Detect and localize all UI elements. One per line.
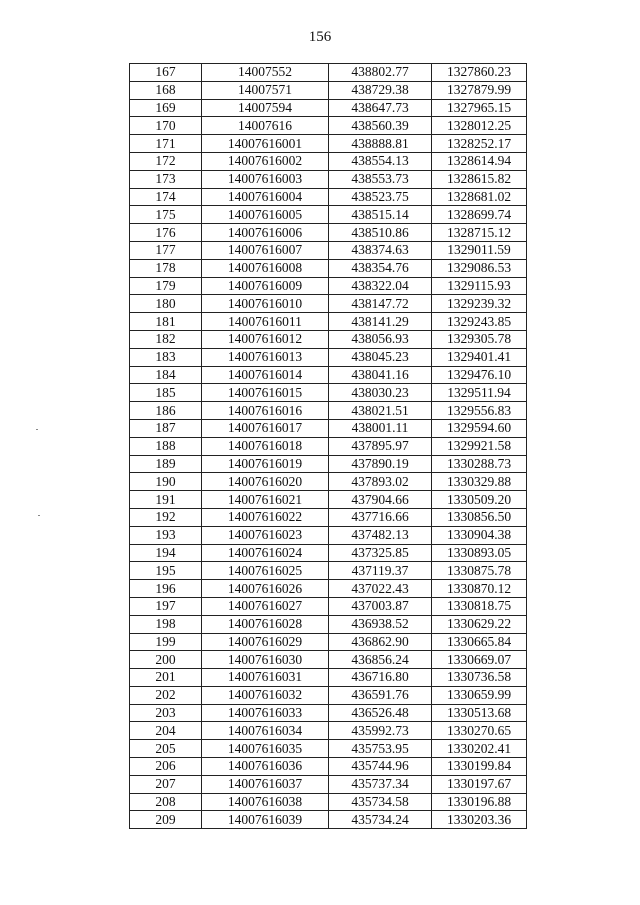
- y-coordinate-cell: 1328715.12: [432, 224, 527, 242]
- point-id-cell: 14007616006: [202, 224, 329, 242]
- y-coordinate-cell: 1327879.99: [432, 81, 527, 99]
- y-coordinate-cell: 1330904.38: [432, 526, 527, 544]
- row-number-cell: 176: [130, 224, 202, 242]
- x-coordinate-cell: 438141.29: [329, 313, 432, 331]
- table-row: [130, 526, 527, 544]
- point-id-cell: 14007616035: [202, 740, 329, 758]
- y-coordinate-cell: 1328699.74: [432, 206, 527, 224]
- point-id-cell: 14007616027: [202, 597, 329, 615]
- y-coordinate-cell: 1330513.68: [432, 704, 527, 722]
- x-coordinate-cell: 435992.73: [329, 722, 432, 740]
- table-row: [130, 651, 527, 669]
- row-number-cell: 174: [130, 188, 202, 206]
- x-coordinate-cell: 437325.85: [329, 544, 432, 562]
- table-row: [130, 473, 527, 491]
- table-row: [130, 402, 527, 420]
- point-id-cell: 14007616007: [202, 241, 329, 259]
- point-id-cell: 14007616029: [202, 633, 329, 651]
- x-coordinate-cell: 438045.23: [329, 348, 432, 366]
- point-id-cell: 14007594: [202, 99, 329, 117]
- y-coordinate-cell: 1329476.10: [432, 366, 527, 384]
- row-number-cell: 183: [130, 348, 202, 366]
- x-coordinate-cell: 438147.72: [329, 295, 432, 313]
- point-id-cell: 14007571: [202, 81, 329, 99]
- x-coordinate-cell: 438001.11: [329, 419, 432, 437]
- point-id-cell: 14007616022: [202, 508, 329, 526]
- table-row: [130, 775, 527, 793]
- table-row: [130, 170, 527, 188]
- table-row: [130, 722, 527, 740]
- row-number-cell: 186: [130, 402, 202, 420]
- y-coordinate-cell: 1330669.07: [432, 651, 527, 669]
- row-number-cell: 173: [130, 170, 202, 188]
- table-row: [130, 224, 527, 242]
- x-coordinate-cell: 436862.90: [329, 633, 432, 651]
- y-coordinate-cell: 1329594.60: [432, 419, 527, 437]
- row-number-cell: 184: [130, 366, 202, 384]
- y-coordinate-cell: 1328252.17: [432, 135, 527, 153]
- row-number-cell: 192: [130, 508, 202, 526]
- row-number-cell: 185: [130, 384, 202, 402]
- point-id-cell: 14007616015: [202, 384, 329, 402]
- table-row: [130, 241, 527, 259]
- table-row: [130, 704, 527, 722]
- point-id-cell: 14007616020: [202, 473, 329, 491]
- table-row: [130, 330, 527, 348]
- row-number-cell: 177: [130, 241, 202, 259]
- row-number-cell: 202: [130, 686, 202, 704]
- row-number-cell: 205: [130, 740, 202, 758]
- row-number-cell: 188: [130, 437, 202, 455]
- point-id-cell: 14007616039: [202, 811, 329, 829]
- x-coordinate-cell: 438553.73: [329, 170, 432, 188]
- table-row: [130, 295, 527, 313]
- table-body: [130, 64, 527, 829]
- table-row: [130, 686, 527, 704]
- row-number-cell: 194: [130, 544, 202, 562]
- y-coordinate-cell: 1328614.94: [432, 152, 527, 170]
- x-coordinate-cell: 436938.52: [329, 615, 432, 633]
- y-coordinate-cell: 1330875.78: [432, 562, 527, 580]
- table-row: [130, 259, 527, 277]
- table-row: [130, 793, 527, 811]
- point-id-cell: 14007616: [202, 117, 329, 135]
- table-row: [130, 633, 527, 651]
- y-coordinate-cell: 1328012.25: [432, 117, 527, 135]
- y-coordinate-cell: 1330288.73: [432, 455, 527, 473]
- y-coordinate-cell: 1329305.78: [432, 330, 527, 348]
- y-coordinate-cell: 1329011.59: [432, 241, 527, 259]
- point-id-cell: 14007616013: [202, 348, 329, 366]
- point-id-cell: 14007616033: [202, 704, 329, 722]
- point-id-cell: 14007616002: [202, 152, 329, 170]
- table-row: [130, 277, 527, 295]
- row-number-cell: 195: [130, 562, 202, 580]
- table-row: [130, 206, 527, 224]
- y-coordinate-cell: 1330856.50: [432, 508, 527, 526]
- row-number-cell: 207: [130, 775, 202, 793]
- x-coordinate-cell: 438554.13: [329, 152, 432, 170]
- x-coordinate-cell: 438560.39: [329, 117, 432, 135]
- table-row: [130, 348, 527, 366]
- row-number-cell: 170: [130, 117, 202, 135]
- y-coordinate-cell: 1330270.65: [432, 722, 527, 740]
- y-coordinate-cell: 1329086.53: [432, 259, 527, 277]
- row-number-cell: 209: [130, 811, 202, 829]
- y-coordinate-cell: 1329556.83: [432, 402, 527, 420]
- table-row: [130, 117, 527, 135]
- point-id-cell: 14007616005: [202, 206, 329, 224]
- row-number-cell: 191: [130, 491, 202, 509]
- table-row: [130, 562, 527, 580]
- row-number-cell: 198: [130, 615, 202, 633]
- x-coordinate-cell: 437895.97: [329, 437, 432, 455]
- row-number-cell: 167: [130, 64, 202, 82]
- x-coordinate-cell: 438515.14: [329, 206, 432, 224]
- point-id-cell: 14007616036: [202, 758, 329, 776]
- point-id-cell: 14007616018: [202, 437, 329, 455]
- y-coordinate-cell: 1330329.88: [432, 473, 527, 491]
- x-coordinate-cell: 436591.76: [329, 686, 432, 704]
- table-row: [130, 188, 527, 206]
- y-coordinate-cell: 1330659.99: [432, 686, 527, 704]
- table-row: [130, 740, 527, 758]
- table-row: [130, 491, 527, 509]
- table-row: [130, 419, 527, 437]
- y-coordinate-cell: 1330629.22: [432, 615, 527, 633]
- point-id-cell: 14007616001: [202, 135, 329, 153]
- table-row: [130, 758, 527, 776]
- point-id-cell: 14007616024: [202, 544, 329, 562]
- table-row: [130, 437, 527, 455]
- y-coordinate-cell: 1330665.84: [432, 633, 527, 651]
- row-number-cell: 172: [130, 152, 202, 170]
- table-row: [130, 99, 527, 117]
- point-id-cell: 14007616012: [202, 330, 329, 348]
- x-coordinate-cell: 435753.95: [329, 740, 432, 758]
- row-number-cell: 206: [130, 758, 202, 776]
- x-coordinate-cell: 438523.75: [329, 188, 432, 206]
- table-row: [130, 135, 527, 153]
- x-coordinate-cell: 437904.66: [329, 491, 432, 509]
- row-number-cell: 189: [130, 455, 202, 473]
- x-coordinate-cell: 438647.73: [329, 99, 432, 117]
- point-id-cell: 14007616014: [202, 366, 329, 384]
- y-coordinate-cell: 1328681.02: [432, 188, 527, 206]
- row-number-cell: 168: [130, 81, 202, 99]
- y-coordinate-cell: 1330197.67: [432, 775, 527, 793]
- y-coordinate-cell: 1329243.85: [432, 313, 527, 331]
- point-id-cell: 14007616037: [202, 775, 329, 793]
- y-coordinate-cell: 1330736.58: [432, 669, 527, 687]
- y-coordinate-cell: 1329511.94: [432, 384, 527, 402]
- table-row: [130, 508, 527, 526]
- y-coordinate-cell: 1330870.12: [432, 580, 527, 598]
- x-coordinate-cell: 438030.23: [329, 384, 432, 402]
- y-coordinate-cell: 1330196.88: [432, 793, 527, 811]
- row-number-cell: 181: [130, 313, 202, 331]
- table-row: [130, 544, 527, 562]
- table-row: [130, 455, 527, 473]
- x-coordinate-cell: 437022.43: [329, 580, 432, 598]
- row-number-cell: 171: [130, 135, 202, 153]
- x-coordinate-cell: 437482.13: [329, 526, 432, 544]
- x-coordinate-cell: 438041.16: [329, 366, 432, 384]
- x-coordinate-cell: 435734.58: [329, 793, 432, 811]
- row-number-cell: 175: [130, 206, 202, 224]
- x-coordinate-cell: 435734.24: [329, 811, 432, 829]
- row-number-cell: 208: [130, 793, 202, 811]
- point-id-cell: 14007616031: [202, 669, 329, 687]
- point-id-cell: 14007616019: [202, 455, 329, 473]
- point-id-cell: 14007616034: [202, 722, 329, 740]
- point-id-cell: 14007616009: [202, 277, 329, 295]
- x-coordinate-cell: 438354.76: [329, 259, 432, 277]
- point-id-cell: 14007552: [202, 64, 329, 82]
- y-coordinate-cell: 1330199.84: [432, 758, 527, 776]
- point-id-cell: 14007616011: [202, 313, 329, 331]
- y-coordinate-cell: 1330818.75: [432, 597, 527, 615]
- row-number-cell: 197: [130, 597, 202, 615]
- table-row: [130, 384, 527, 402]
- row-number-cell: 203: [130, 704, 202, 722]
- row-number-cell: 200: [130, 651, 202, 669]
- point-id-cell: 14007616026: [202, 580, 329, 598]
- scan-artifact: [38, 515, 40, 516]
- point-id-cell: 14007616017: [202, 419, 329, 437]
- point-id-cell: 14007616032: [202, 686, 329, 704]
- coordinates-table: [129, 63, 527, 829]
- x-coordinate-cell: 437716.66: [329, 508, 432, 526]
- table-row: [130, 64, 527, 82]
- page-number: 156: [308, 29, 332, 45]
- table-row: [130, 580, 527, 598]
- point-id-cell: 14007616028: [202, 615, 329, 633]
- row-number-cell: 201: [130, 669, 202, 687]
- x-coordinate-cell: 435744.96: [329, 758, 432, 776]
- table-row: [130, 597, 527, 615]
- x-coordinate-cell: 435737.34: [329, 775, 432, 793]
- x-coordinate-cell: 438510.86: [329, 224, 432, 242]
- row-number-cell: 187: [130, 419, 202, 437]
- scan-artifact: [36, 429, 38, 430]
- y-coordinate-cell: 1330509.20: [432, 491, 527, 509]
- row-number-cell: 199: [130, 633, 202, 651]
- y-coordinate-cell: 1327860.23: [432, 64, 527, 82]
- y-coordinate-cell: 1329115.93: [432, 277, 527, 295]
- x-coordinate-cell: 438729.38: [329, 81, 432, 99]
- x-coordinate-cell: 438888.81: [329, 135, 432, 153]
- x-coordinate-cell: 438802.77: [329, 64, 432, 82]
- row-number-cell: 169: [130, 99, 202, 117]
- table-row: [130, 615, 527, 633]
- table-row: [130, 811, 527, 829]
- x-coordinate-cell: 437890.19: [329, 455, 432, 473]
- x-coordinate-cell: 436526.48: [329, 704, 432, 722]
- point-id-cell: 14007616016: [202, 402, 329, 420]
- x-coordinate-cell: 438322.04: [329, 277, 432, 295]
- point-id-cell: 14007616021: [202, 491, 329, 509]
- point-id-cell: 14007616023: [202, 526, 329, 544]
- row-number-cell: 190: [130, 473, 202, 491]
- y-coordinate-cell: 1330203.36: [432, 811, 527, 829]
- point-id-cell: 14007616003: [202, 170, 329, 188]
- y-coordinate-cell: 1329921.58: [432, 437, 527, 455]
- row-number-cell: 193: [130, 526, 202, 544]
- x-coordinate-cell: 436856.24: [329, 651, 432, 669]
- x-coordinate-cell: 437003.87: [329, 597, 432, 615]
- point-id-cell: 14007616004: [202, 188, 329, 206]
- x-coordinate-cell: 438021.51: [329, 402, 432, 420]
- y-coordinate-cell: 1330893.05: [432, 544, 527, 562]
- table-row: [130, 669, 527, 687]
- x-coordinate-cell: 438056.93: [329, 330, 432, 348]
- table-row: [130, 366, 527, 384]
- y-coordinate-cell: 1330202.41: [432, 740, 527, 758]
- row-number-cell: 180: [130, 295, 202, 313]
- x-coordinate-cell: 437119.37: [329, 562, 432, 580]
- row-number-cell: 204: [130, 722, 202, 740]
- y-coordinate-cell: 1328615.82: [432, 170, 527, 188]
- table-row: [130, 152, 527, 170]
- point-id-cell: 14007616030: [202, 651, 329, 669]
- x-coordinate-cell: 437893.02: [329, 473, 432, 491]
- point-id-cell: 14007616038: [202, 793, 329, 811]
- point-id-cell: 14007616010: [202, 295, 329, 313]
- point-id-cell: 14007616025: [202, 562, 329, 580]
- y-coordinate-cell: 1327965.15: [432, 99, 527, 117]
- row-number-cell: 179: [130, 277, 202, 295]
- row-number-cell: 196: [130, 580, 202, 598]
- row-number-cell: 182: [130, 330, 202, 348]
- table-row: [130, 81, 527, 99]
- y-coordinate-cell: 1329239.32: [432, 295, 527, 313]
- y-coordinate-cell: 1329401.41: [432, 348, 527, 366]
- x-coordinate-cell: 438374.63: [329, 241, 432, 259]
- row-number-cell: 178: [130, 259, 202, 277]
- x-coordinate-cell: 436716.80: [329, 669, 432, 687]
- point-id-cell: 14007616008: [202, 259, 329, 277]
- table-row: [130, 313, 527, 331]
